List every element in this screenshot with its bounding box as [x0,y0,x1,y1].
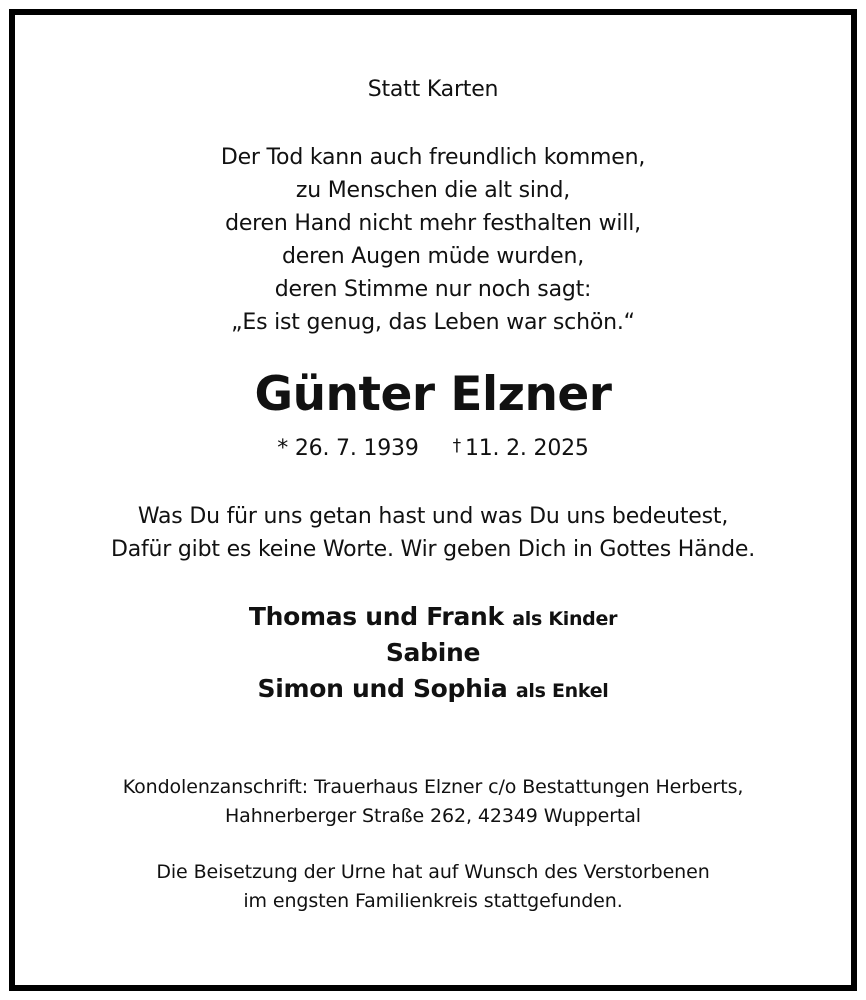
family-line-children [15,602,851,631]
family-role: als Kinder [512,608,618,630]
poem-line: deren Augen müde wurden, [281,244,585,269]
message-line: Was Du für uns getan hast und was Du uns bedeutest, [137,504,729,529]
condolence-line: Kondolenzanschrift: Trauerhaus Elzner c/o Bestattungen Herberts, [122,776,744,798]
poem-line: Der Tod kann auch freundlich kommen, [220,145,646,170]
family-role: als Enkel [515,680,609,702]
death-date: 11. 2. 2025 [464,436,589,461]
family-line-sabine [15,638,851,667]
burial-note-line: Die Beisetzung der Urne hat auf Wunsch des Verstorbenen [156,861,710,883]
life-dates [15,436,851,461]
condolence-line: Hahnerberger Straße 262, 42349 Wuppertal [225,805,641,827]
heading-statt-karten: Statt Karten [367,77,499,102]
poem-line: deren Hand nicht mehr festhalten will, [225,211,641,236]
poem-line: zu Menschen die alt sind, [295,178,571,203]
birth-date: * 26. 7. 1939 [277,436,419,461]
family-names: Simon und Sophia [257,674,508,703]
obituary-frame [9,9,857,991]
poem-line: deren Stimme nur noch sagt: [274,277,592,302]
deceased-name: Günter Elzner [254,367,612,422]
burial-note-line: im engsten Familienkreis stattgefunden. [243,890,623,912]
family-line-grandchildren [15,674,851,703]
family-names: Sabine [385,638,481,667]
poem-line: „Es ist genug, das Leben war schön.“ [231,310,635,335]
message-line: Dafür gibt es keine Worte. Wir geben Dich in Gottes Hände. [110,537,756,562]
family-names: Thomas und Frank [248,602,504,631]
cross-icon: † [452,436,461,456]
